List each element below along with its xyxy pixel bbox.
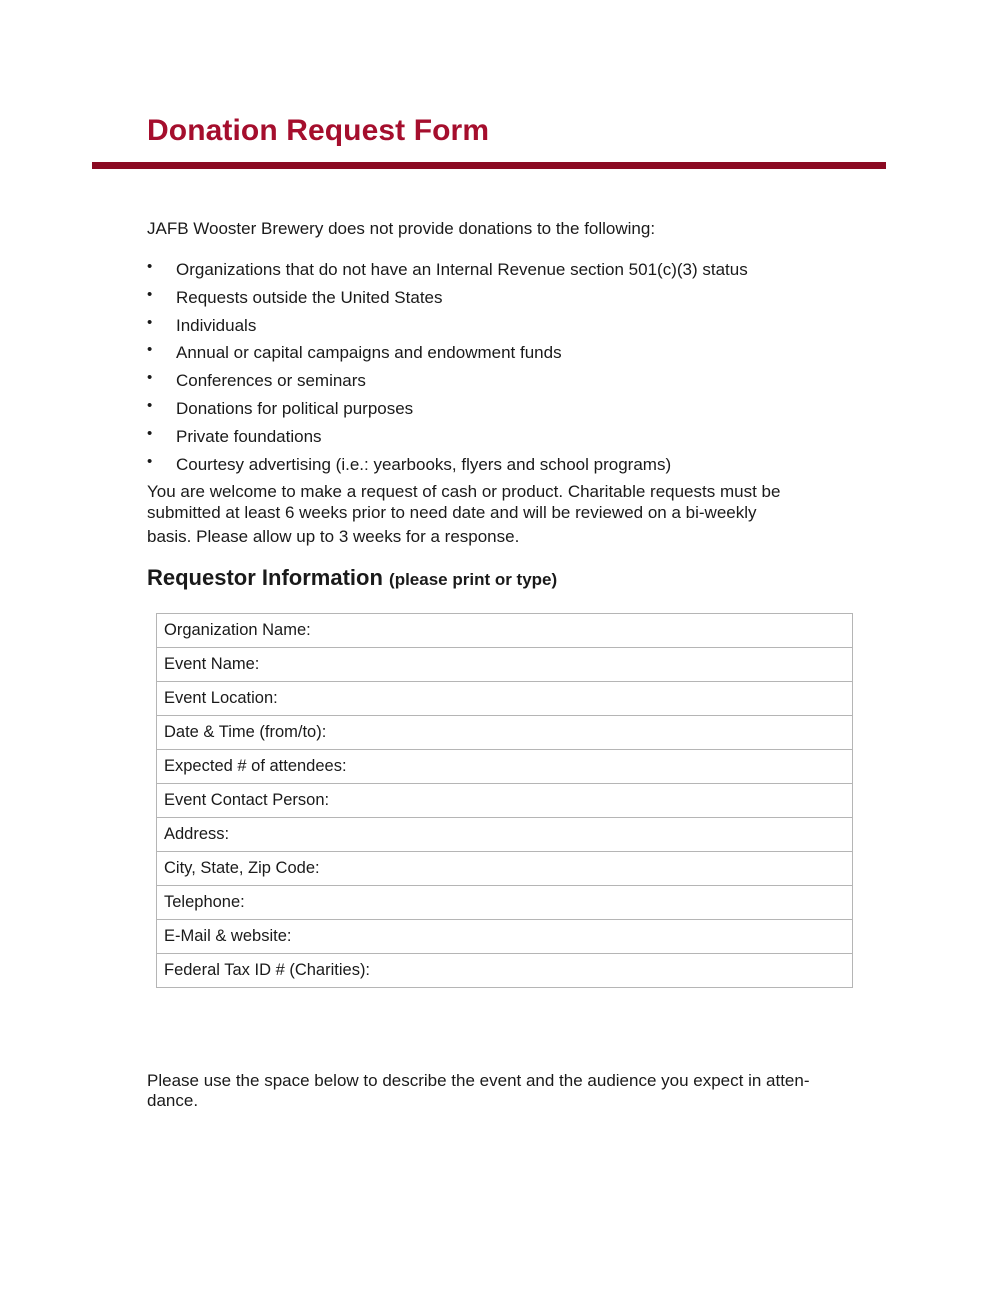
bullet-icon: • [147, 341, 153, 359]
policy-line: basis. Please allow up to 3 weeks for a response. [147, 527, 520, 546]
contact-person-field[interactable]: Event Contact Person: [157, 784, 853, 818]
table-row [157, 852, 853, 886]
section-heading [147, 565, 557, 591]
table-row [157, 750, 853, 784]
requestor-info-table [156, 613, 853, 988]
list-item-text: Organizations that do not have an Internal Revenue section 501(c)(3) status [176, 260, 748, 279]
bullet-icon: • [147, 313, 153, 331]
table-row [157, 920, 853, 954]
list-item-text: Private foundations [176, 426, 322, 446]
describe-event-text [147, 1071, 857, 1111]
table-row [157, 784, 853, 818]
list-item [147, 256, 748, 284]
describe-line: Please use the space below to describe the event and the audience you expect in atten- [147, 1071, 810, 1090]
event-location-field[interactable]: Event Location: [157, 682, 853, 716]
table-row [157, 818, 853, 852]
table-row [157, 954, 853, 988]
list-item [147, 367, 748, 395]
policy-paragraph [147, 481, 867, 547]
list-item-text: Annual or capital campaigns and endowment funds [176, 343, 562, 363]
list-item-text: Courtesy advertising (i.e.: yearbooks, flyers and school programs) [176, 454, 672, 474]
list-item-text: Individuals [176, 315, 257, 335]
table-row [157, 682, 853, 716]
organization-name-field[interactable]: Organization Name: [157, 614, 853, 648]
list-item [147, 395, 748, 423]
table-row [157, 648, 853, 682]
federal-tax-id-field[interactable]: Federal Tax ID # (Charities): [157, 954, 853, 988]
policy-line: submitted at least 6 weeks prior to need date and will be reviewed on a bi-weekly [147, 503, 757, 522]
list-item [147, 284, 748, 312]
list-item-text: Donations for political purposes [176, 398, 414, 418]
table-row [157, 716, 853, 750]
date-time-field[interactable]: Date & Time (from/to): [157, 716, 853, 750]
exclusions-list [147, 256, 748, 478]
city-state-zip-field[interactable]: City, State, Zip Code: [157, 852, 853, 886]
section-heading-text: Requestor Information [147, 565, 383, 590]
attendees-field[interactable]: Expected # of attendees: [157, 750, 853, 784]
table-row [157, 886, 853, 920]
bullet-icon: • [147, 369, 153, 387]
table-row [157, 614, 853, 648]
list-item [147, 312, 748, 340]
list-item-text: Requests outside the United States [176, 287, 443, 307]
list-item [147, 339, 748, 367]
telephone-field[interactable]: Telephone: [157, 886, 853, 920]
event-name-field[interactable]: Event Name: [157, 648, 853, 682]
bullet-icon: • [147, 396, 153, 414]
title-divider [92, 162, 886, 169]
section-subheading: (please print or type) [389, 570, 558, 589]
bullet-icon: • [147, 424, 153, 442]
bullet-icon: • [147, 258, 153, 275]
page-title: Donation Request Form [147, 114, 490, 147]
list-item [147, 423, 748, 451]
list-item-text: Conferences or seminars [176, 371, 366, 391]
email-website-field[interactable]: E-Mail & website: [157, 920, 853, 954]
intro-text: JAFB Wooster Brewery does not provide donations to the following: [147, 219, 656, 238]
describe-line: dance. [147, 1091, 199, 1110]
list-item [147, 451, 748, 479]
policy-line: You are welcome to make a request of cash or product. Charitable requests must be [147, 482, 781, 501]
bullet-icon: • [147, 452, 153, 470]
address-field[interactable]: Address: [157, 818, 853, 852]
bullet-icon: • [147, 285, 153, 303]
